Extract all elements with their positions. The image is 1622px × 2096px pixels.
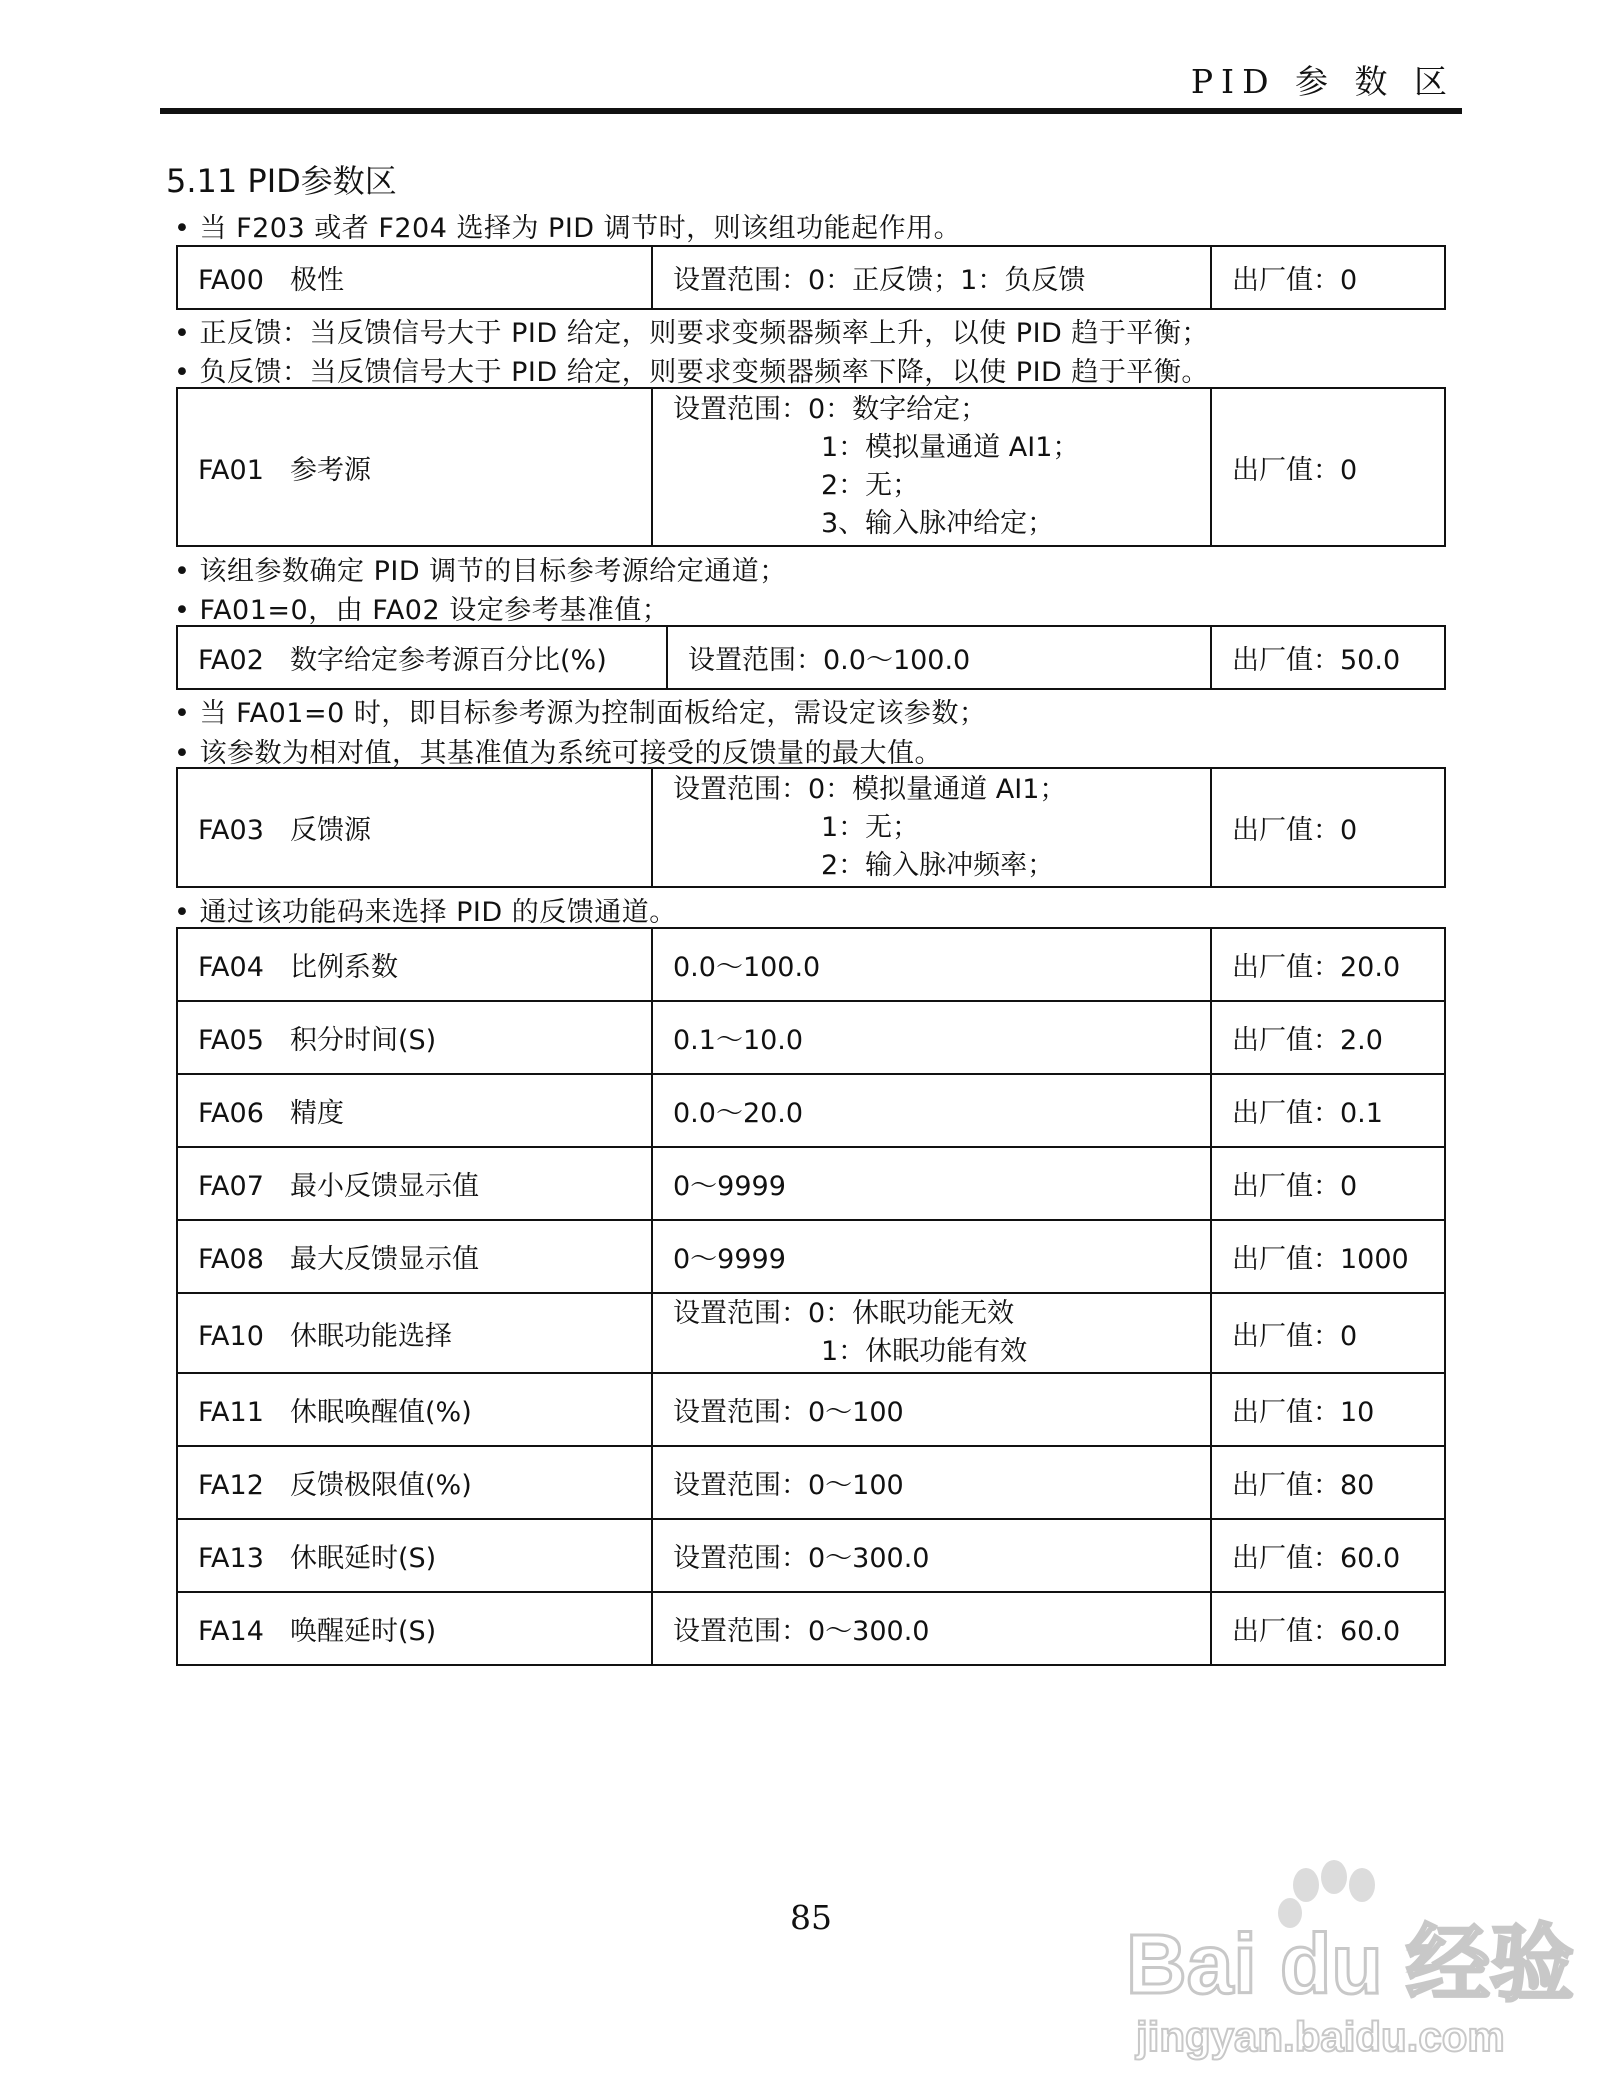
param-table-fa00 [176,245,1446,310]
param-name: 比例系数 [290,952,398,983]
param-row-fa03 [177,768,1445,887]
param-code: FA01 [198,454,264,486]
param-range: 0.0～20.0 [652,1074,1211,1147]
param-name: 休眠唤醒值(%) [290,1397,472,1428]
param-name-cell [177,1519,652,1592]
param-range: 设置范围：0～300.0 [652,1592,1211,1665]
param-row-fa06 [177,1074,1445,1147]
param-name: 精度 [290,1098,344,1129]
param-range: 设置范围：0～100 [652,1373,1211,1446]
param-range [652,388,1211,546]
param-name: 休眠延时(S) [290,1543,437,1574]
param-code: FA05 [198,1025,264,1056]
param-name-cell [177,1220,652,1293]
note-fa02-panel: • 当 FA01=0 时，即目标参考源为控制面板给定，需设定该参数； [174,691,986,730]
param-range: 设置范围：0.0～100.0 [667,626,1211,689]
param-code: FA08 [198,1244,264,1275]
param-name-cell [177,246,652,309]
param-row-fa02 [177,626,1445,689]
param-name-cell [177,388,652,546]
param-row-fa01 [177,388,1445,546]
page-number: 85 [790,1898,832,1937]
param-code: FA10 [198,1320,264,1352]
param-default: 出厂值：50.0 [1211,626,1445,689]
param-row-fa14 [177,1592,1445,1665]
watermark-brand: Bai du 经验 [1126,1917,1575,2011]
param-default: 出厂值：20.0 [1211,928,1445,1001]
note-fa03-feedback: • 通过该功能码来选择 PID 的反馈通道。 [174,890,677,929]
param-table-fa02 [176,625,1446,690]
param-row-fa10 [177,1293,1445,1373]
param-name: 参考源 [290,454,371,486]
param-range [652,768,1211,887]
param-name: 数字给定参考源百分比(%) [290,645,607,676]
param-name-cell [177,1446,652,1519]
param-table-main [176,927,1446,1666]
param-row-fa00 [177,246,1445,309]
param-name: 反馈源 [290,815,371,846]
param-name-cell [177,1001,652,1074]
param-name-cell [177,1592,652,1665]
range-line: 3、输入脉冲给定； [821,508,1055,539]
param-name: 极性 [290,265,344,296]
param-code: FA03 [198,815,264,846]
watermark-url: jingyan.baidu.com [1136,2013,1505,2060]
param-default: 出厂值：10 [1211,1373,1445,1446]
param-name: 最小反馈显示值 [290,1171,479,1202]
param-default: 出厂值：0 [1211,1293,1445,1373]
param-name: 最大反馈显示值 [290,1244,479,1275]
note-positive-feedback: • 正反馈：当反馈信号大于 PID 给定，则要求变频器频率上升，以使 PID 趋于平衡； [174,311,1209,350]
param-code: FA00 [198,265,264,296]
range-line: 设置范围：0：模拟量通道 AI1； [673,773,1067,805]
param-name-cell [177,928,652,1001]
param-code: FA14 [198,1616,264,1647]
param-name-cell [177,768,652,887]
param-code: FA07 [198,1171,264,1202]
note-fa01-target: • 该组参数确定 PID 调节的目标参考源给定通道； [174,549,787,588]
note-fa02-relative: • 该参数为相对值，其基准值为系统可接受的反馈量的最大值。 [174,731,942,770]
param-name-cell [177,1074,652,1147]
param-row-fa04 [177,928,1445,1001]
note-negative-feedback: • 负反馈：当反馈信号大于 PID 给定，则要求变频器频率下降，以使 PID 趋于平衡。 [174,350,1209,389]
param-range: 设置范围：0：正反馈；1：负反馈 [652,246,1211,309]
param-name-cell [177,1147,652,1220]
param-range: 0～9999 [652,1147,1211,1220]
param-default: 出厂值：0 [1211,246,1445,309]
param-default: 出厂值：0 [1211,388,1445,546]
param-default: 出厂值：80 [1211,1446,1445,1519]
param-row-fa12 [177,1446,1445,1519]
param-range: 0.0～100.0 [652,928,1211,1001]
param-row-fa08 [177,1220,1445,1293]
header-rule [160,108,1462,114]
param-row-fa13 [177,1519,1445,1592]
param-name-cell [177,1373,652,1446]
param-range: 0～9999 [652,1220,1211,1293]
param-row-fa07 [177,1147,1445,1220]
param-default: 出厂值：0 [1211,768,1445,887]
param-row-fa05 [177,1001,1445,1074]
param-default: 出厂值：0.1 [1211,1074,1445,1147]
range-line: 1：模拟量通道 AI1； [821,432,1080,463]
param-default: 出厂值：60.0 [1211,1592,1445,1665]
running-header: PID 参 数 区 [1190,62,1455,101]
param-range: 设置范围：0～100 [652,1446,1211,1519]
range-line: 2：输入脉冲频率； [821,849,1055,881]
baidu-jingyan-watermark [1122,1855,1575,2065]
section-title: 5.11 PID参数区 [166,162,397,200]
range-line: 设置范围：0：数字给定； [673,394,988,425]
range-line: 2：无； [821,470,920,501]
param-default: 出厂值：60.0 [1211,1519,1445,1592]
param-code: FA11 [198,1397,264,1428]
intro-note: • 当 F203 或者 F204 选择为 PID 调节时，则该组功能起作用。 [174,206,961,245]
param-code: FA04 [198,952,264,983]
range-line: 设置范围：0：休眠功能无效 [673,1298,1015,1329]
note-fa01-value: • FA01=0，由 FA02 设定参考基准值； [174,588,669,627]
param-name: 唤醒延时(S) [290,1616,437,1647]
param-name: 休眠功能选择 [290,1320,452,1352]
param-range: 0.1～10.0 [652,1001,1211,1074]
param-table-fa01 [176,387,1446,547]
param-name-cell [177,626,667,689]
param-code: FA13 [198,1543,264,1574]
param-default: 出厂值：2.0 [1211,1001,1445,1074]
param-row-fa11 [177,1373,1445,1446]
param-code: FA06 [198,1098,264,1129]
param-code: FA12 [198,1470,264,1501]
range-line: 1：无； [821,811,920,843]
param-table-fa03 [176,767,1446,888]
range-line: 1：休眠功能有效 [821,1336,1028,1367]
param-range: 设置范围：0～300.0 [652,1519,1211,1592]
param-range [652,1293,1211,1373]
param-default: 出厂值：0 [1211,1147,1445,1220]
param-code: FA02 [198,645,264,676]
param-name: 积分时间(S) [290,1025,437,1056]
param-default: 出厂值：1000 [1211,1220,1445,1293]
param-name-cell [177,1293,652,1373]
param-name: 反馈极限值(%) [290,1470,472,1501]
